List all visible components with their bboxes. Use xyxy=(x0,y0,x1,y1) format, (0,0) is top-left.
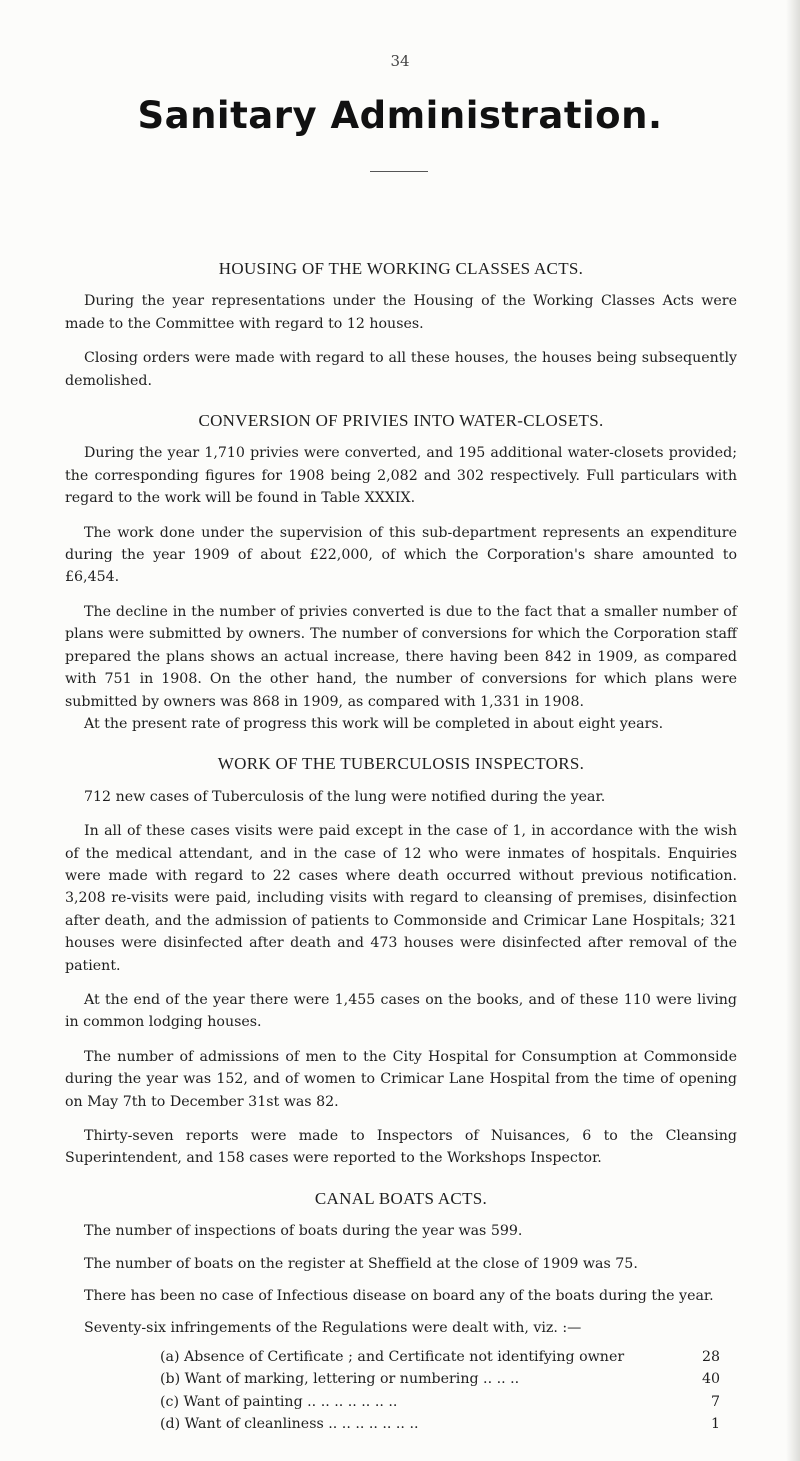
list-item xyxy=(160,1413,720,1435)
section-heading-conversion: CONVERSION OF PRIVIES INTO WATER-CLOSETS. xyxy=(198,411,604,431)
title-divider xyxy=(370,171,428,172)
housing-paragraph-1: During the year representations under the Housing of the Working Classes Acts were made to the Committee with regard to 12 houses. xyxy=(65,293,737,332)
conversion-paragraph-1: During the year 1,710 privies were converted, and 195 additional water-closets provided; the corresponding figures for 1908 being 2,082 and 302 respectively. Full particulars with regard to the work will be found in Table XXXIX. xyxy=(65,445,737,507)
tuberculosis-paragraph-2: In all of these cases visits were paid except in the case of 1, in accordance with the wish of the medical attendant, and in the case of 12 who were inmates of hospitals. Enquiries were made with regard to 22 cases where death occurred without previous notification. 3,208 re-visits were paid, including visits with regard to cleansing of premises, disinfection after death, and the admission of patients to Commonside and Crimicar Lane Hospitals; 321 houses were disinfected after death and 473 houses were disinfected after removal of the patient. xyxy=(65,823,737,974)
section-heading-tuberculosis: WORK OF THE TUBERCULOSIS INSPECTORS. xyxy=(217,754,585,774)
section-heading-canal: CANAL BOATS ACTS. xyxy=(314,1188,488,1208)
tuberculosis-paragraph-1: 712 new cases of Tuberculosis of the lung were notified during the year. xyxy=(84,788,606,805)
list-item xyxy=(160,1346,720,1368)
housing-paragraph-2: Closing orders were made with regard to all these houses, the houses being subsequently demolished. xyxy=(65,350,737,389)
page-number: 34 xyxy=(390,52,410,70)
infringement-count: 28 xyxy=(701,1348,720,1365)
conversion-paragraph-2: The work done under the supervision of this sub-department represents an expenditure during the year 1909 of about £22,000, of which the Corporation's share amounted to £6,454. xyxy=(65,524,737,586)
list-item xyxy=(160,1391,720,1413)
canal-paragraph-2: The number of boats on the register at Sheffield at the close of 1909 was 75. xyxy=(84,1255,638,1272)
conversion-paragraph-3: The decline in the number of privies converted is due to the fact that a smaller number of plans were submitted by owners. The number of conversions for which the Corporation staff prepared the plans shows an actual increase, there having been 842 in 1909, as compared with 751 in 1908. On the other hand, the number of conversions for which plans were submitted by owners was 868 in 1909, as compared with 1,331 in 1908. xyxy=(65,603,737,710)
canal-paragraph-4: Seventy-six infringements of the Regulations were dealt with, viz. :— xyxy=(84,1320,582,1337)
tuberculosis-paragraph-5: Thirty-seven reports were made to Inspectors of Nuisances, 6 to the Cleansing Superintendent, and 158 cases were reported to the Workshops Inspector. xyxy=(65,1128,737,1167)
infringement-label: (c) Want of painting .. .. .. .. .. .. .. xyxy=(160,1393,398,1410)
body-content xyxy=(65,258,737,1435)
list-item xyxy=(160,1368,720,1390)
infringement-label: (b) Want of marking, lettering or numbering .. .. .. xyxy=(160,1371,520,1388)
tuberculosis-paragraph-3: At the end of the year there were 1,455 cases on the books, and of these 110 were living in common lodging houses. xyxy=(65,991,737,1031)
canal-paragraph-3: There has been no case of Infectious disease on board any of the boats during the year. xyxy=(84,1288,714,1305)
tuberculosis-paragraph-4: The number of admissions of men to the City Hospital for Consumption at Commonside during the year was 152, and of women to Crimicar Lane Hospital from the time of opening on May 7th to December 31st was 82. xyxy=(65,1048,737,1110)
infringement-label: (d) Want of cleanliness .. .. .. .. .. .. .. xyxy=(160,1416,419,1433)
infringement-count: 7 xyxy=(710,1393,720,1410)
conversion-paragraph-4: At the present rate of progress this work will be completed in about eight years. xyxy=(84,715,664,732)
infringement-label: (a) Absence of Certificate ; and Certificate not identifying owner xyxy=(160,1348,625,1365)
page-title: Sanitary Administration. xyxy=(137,94,663,137)
section-heading-housing: HOUSING OF THE WORKING CLASSES ACTS. xyxy=(218,259,584,278)
infringements-list xyxy=(160,1346,720,1436)
infringement-count: 40 xyxy=(701,1371,720,1388)
canal-paragraph-1: The number of inspections of boats during the year was 599. xyxy=(84,1223,523,1240)
infringement-count: 1 xyxy=(710,1416,720,1433)
page-edge-shadow xyxy=(786,0,800,1461)
